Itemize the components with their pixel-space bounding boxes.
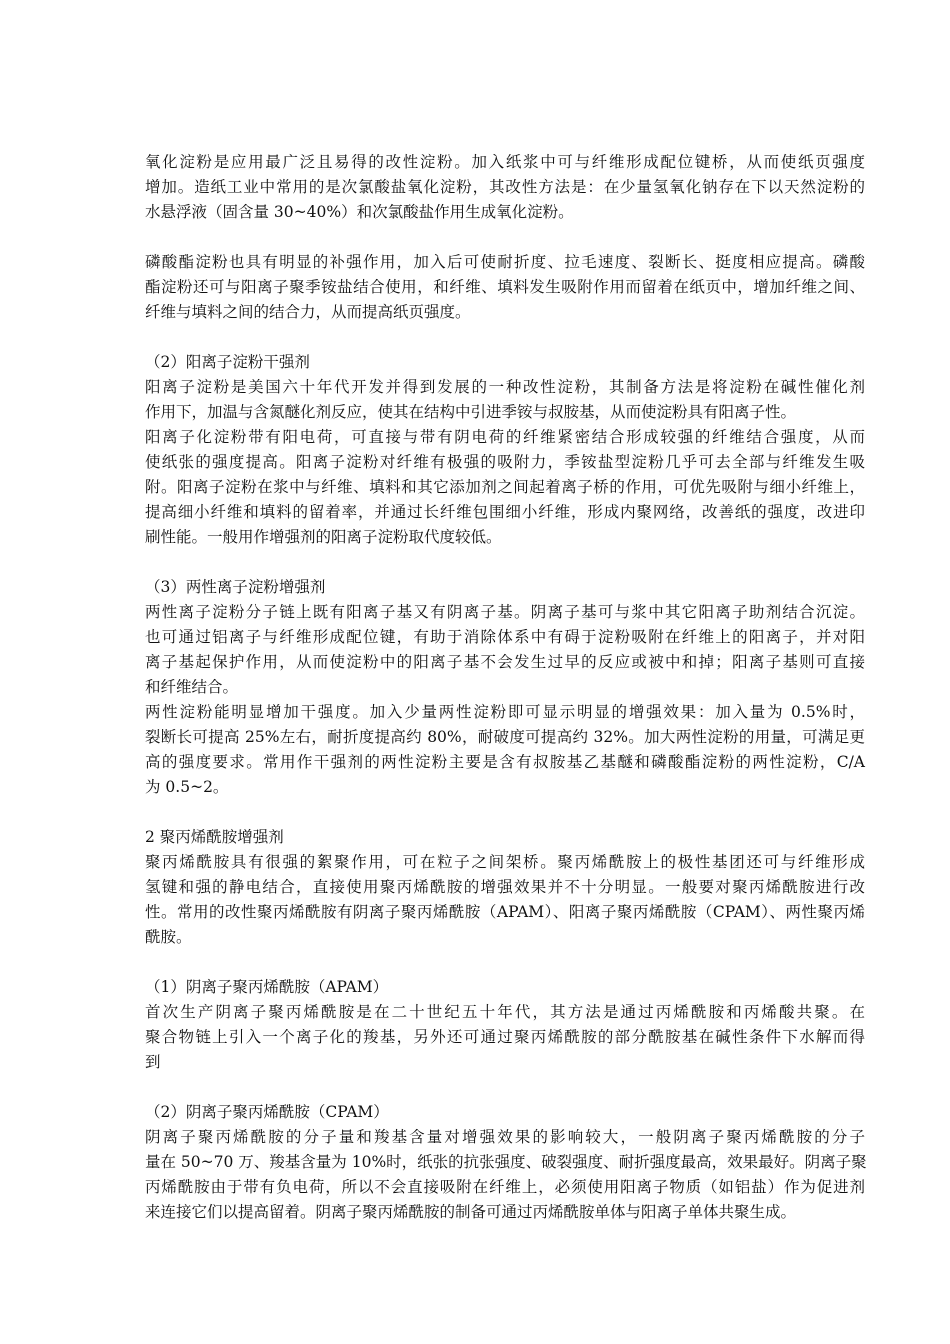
- text-line: 来连接它们以提高留着。阴离子聚丙烯酰胺的制备可通过丙烯酰胺单体与阳离子单体共聚生成。: [145, 1203, 797, 1221]
- text-line: 增加。造纸工业中常用的是次氯酸盐氧化淀粉，其改性方法是：在少量氢氧化钠存在下以天然淀粉的: [145, 178, 865, 196]
- section-heading: （3）两性离子淀粉增强剂: [145, 578, 326, 596]
- text-line: 酯淀粉还可与阳离子聚季铵盐结合使用，和纤维、填料发生吸附作用而留着在纸页中，增加纤维之间、: [145, 278, 865, 296]
- text-line: 离子基起保护作用，从而使淀粉中的阳离子基不会发生过早的反应或被中和掉；阳离子基则可直接: [145, 653, 865, 671]
- text-line: 丙烯酰胺由于带有负电荷，所以不会直接吸附在纤维上，必须使用阳离子物质（如铝盐）作为促进剂: [145, 1178, 865, 1196]
- section-cpam: [145, 1100, 865, 1225]
- section-apam: [145, 975, 865, 1075]
- text-line: 氧化淀粉是应用最广泛且易得的改性淀粉。加入纸浆中可与纤维形成配位键桥，从而使纸页强度: [145, 153, 865, 171]
- section-heading: 2 聚丙烯酰胺增强剂: [145, 828, 284, 846]
- text-line: 两性离子淀粉分子链上既有阳离子基又有阴离子基。阴离子基可与浆中其它阳离子助剂结合沉淀。: [145, 603, 865, 621]
- text-line: 两性淀粉能明显增加干强度。加入少量两性淀粉即可显示明显的增强效果：加入量为 0.5%时，: [145, 703, 865, 721]
- text-line: 裂断长可提高 25%左右，耐折度提高约 80%，耐破度可提高约 32%。加大两性淀粉的用量，可满足更: [145, 728, 865, 746]
- paragraph-oxidized-starch: [145, 150, 865, 225]
- text-line: 性。常用的改性聚丙烯酰胺有阴离子聚丙烯酰胺（APAM）、阳离子聚丙烯酰胺（CPAM）、两性聚丙烯: [145, 903, 865, 921]
- document-page: [145, 150, 865, 1225]
- text-line: 作用下，加温与含氮醚化剂反应，使其在结构中引进季铵与叔胺基，从而使淀粉具有阳离子性。: [145, 403, 797, 421]
- text-line: 水悬浮液（固含量 30~40%）和次氯酸盐作用生成氧化淀粉。: [145, 203, 574, 221]
- section-heading: （1）阴离子聚丙烯酰胺（APAM）: [145, 978, 389, 996]
- text-line: 纤维与填料之间的结合力，从而提高纸页强度。: [145, 303, 471, 321]
- text-line: 聚丙烯酰胺具有很强的絮聚作用，可在粒子之间架桥。聚丙烯酰胺上的极性基团还可与纤维形成: [145, 853, 865, 871]
- text-line: 为 0.5~2。: [145, 778, 229, 796]
- text-line: 使纸张的强度提高。阳离子淀粉对纤维有极强的吸附力，季铵盐型淀粉几乎可去全部与纤维发生吸: [145, 453, 865, 471]
- text-line: 和纤维结合。: [145, 678, 239, 696]
- text-line: 阳离子淀粉是美国六十年代开发并得到发展的一种改性淀粉，其制备方法是将淀粉在碱性催化剂: [145, 378, 865, 396]
- text-line: 量在 50~70 万、羧基含量为 10%时，纸张的抗张强度、破裂强度、耐折强度最高，效果最好。阴离子聚: [145, 1153, 867, 1171]
- text-line: 氢键和强的静电结合，直接使用聚丙烯酰胺的增强效果并不十分明显。一般要对聚丙烯酰胺进行改: [145, 878, 865, 896]
- section-polyacrylamide: [145, 825, 865, 950]
- paragraph-phosphate-starch: [145, 250, 865, 325]
- section-cationic-starch: [145, 350, 865, 550]
- text-line: 也可通过铝离子与纤维形成配位键，有助于消除体系中有碍于淀粉吸附在纤维上的阳离子，并对阳: [145, 628, 865, 646]
- text-line: 首次生产阴离子聚丙烯酰胺是在二十世纪五十年代，其方法是通过丙烯酰胺和丙烯酸共聚。在: [145, 1003, 865, 1021]
- text-line: 刷性能。一般用作增强剂的阳离子淀粉取代度较低。: [145, 528, 502, 546]
- section-heading: （2）阳离子淀粉干强剂: [145, 353, 310, 371]
- section-amphoteric-starch: [145, 575, 865, 800]
- text-line: 酰胺。: [145, 928, 192, 946]
- section-heading: （2）阴离子聚丙烯酰胺（CPAM）: [145, 1103, 389, 1121]
- text-line: 提高细小纤维和填料的留着率，并通过长纤维包围细小纤维，形成内聚网络，改善纸的强度，改进印: [145, 503, 865, 521]
- text-line: 附。阳离子淀粉在浆中与纤维、填料和其它添加剂之间起着离子桥的作用，可优先吸附与细小纤维上，: [145, 478, 865, 496]
- text-line: 磷酸酯淀粉也具有明显的补强作用，加入后可使耐折度、拉毛速度、裂断长、挺度相应提高。磷酸: [145, 253, 865, 271]
- text-line: 阴离子聚丙烯酰胺的分子量和羧基含量对增强效果的影响较大，一般阴离子聚丙烯酰胺的分子: [145, 1128, 865, 1146]
- text-line: 聚合物链上引入一个离子化的羧基，另外还可通过聚丙烯酰胺的部分酰胺基在碱性条件下水解而得: [145, 1028, 865, 1046]
- text-line: 高的强度要求。常用作干强剂的两性淀粉主要是含有叔胺基乙基醚和磷酸酯淀粉的两性淀粉，C/A: [145, 753, 865, 771]
- text-line: 到: [145, 1053, 161, 1071]
- text-line: 阳离子化淀粉带有阳电荷，可直接与带有阴电荷的纤维紧密结合形成较强的纤维结合强度，从而: [145, 428, 865, 446]
